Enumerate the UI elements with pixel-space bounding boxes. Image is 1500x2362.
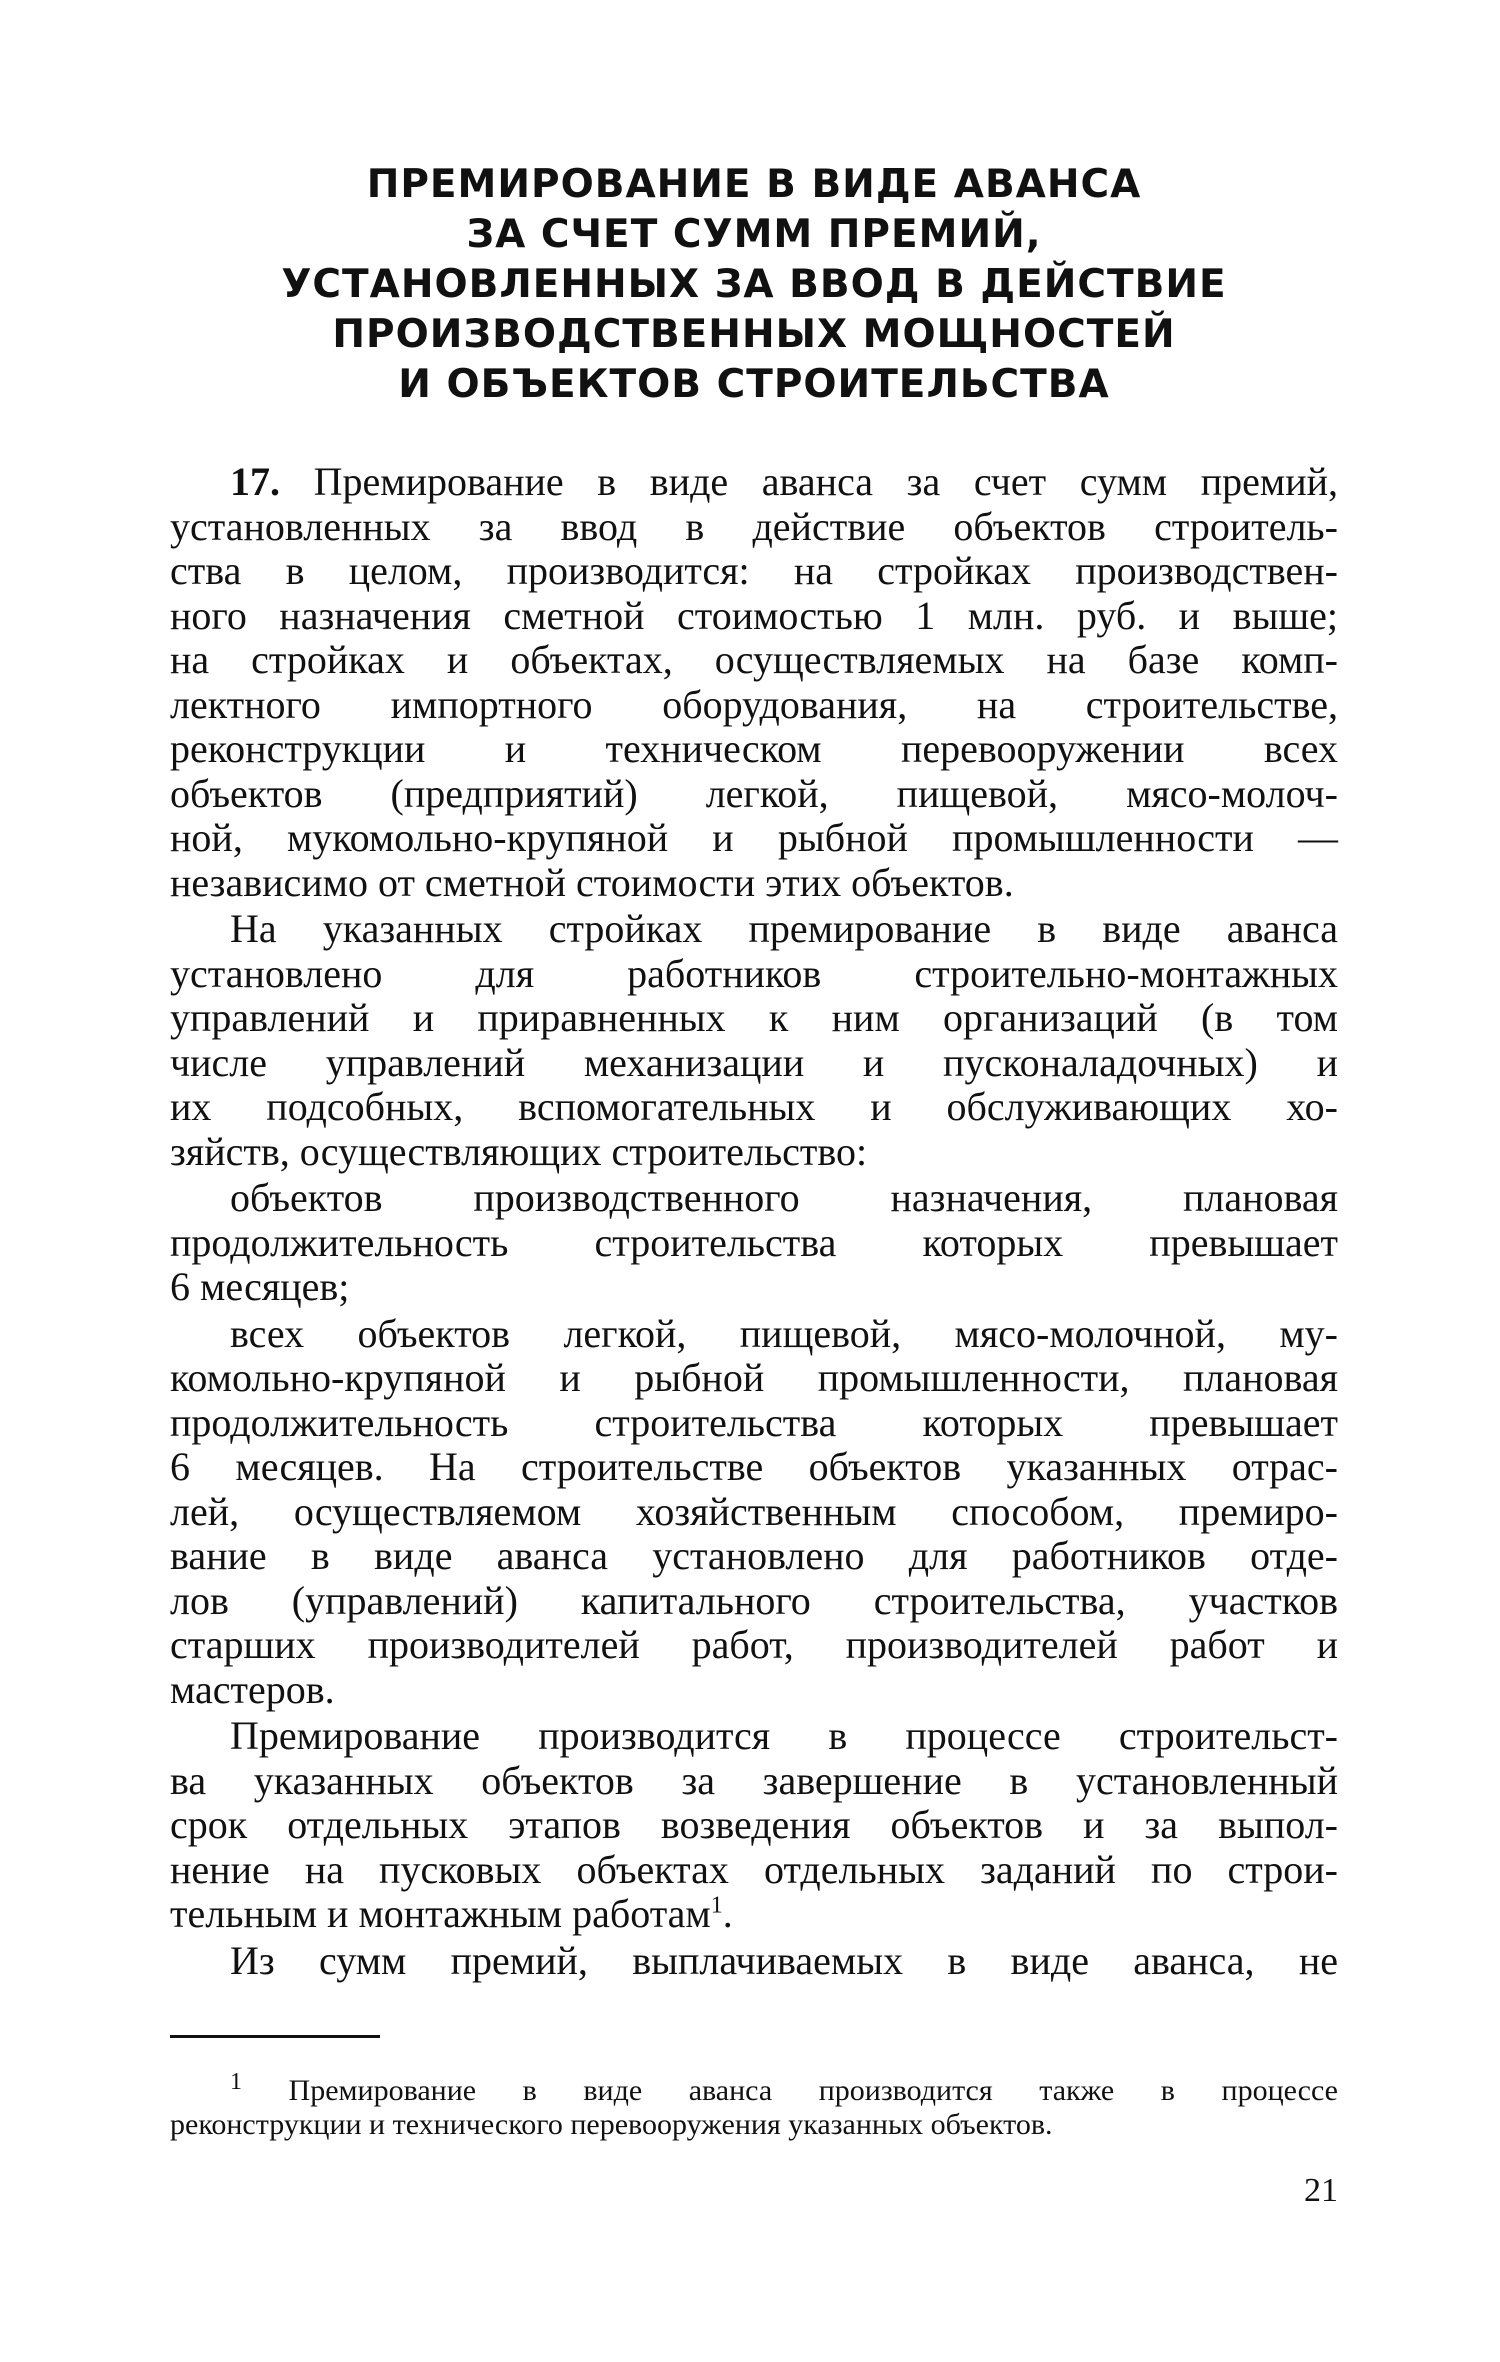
paragraph xyxy=(170,1176,1338,1310)
text-line: всех объектов легкой, пищевой, мясо-молочной, му- xyxy=(230,1310,1338,1356)
footnote-divider xyxy=(170,2035,380,2038)
text-line: управлений и приравненных к ним организаций (в том xyxy=(170,995,1338,1040)
text-line: нение на пусковых объектах отдельных заданий по строи- xyxy=(170,1846,1338,1892)
text-line: 6 месяцев; xyxy=(170,1264,350,1309)
text-line: лей, осуществляемом хозяйственным способом, премиро- xyxy=(170,1488,1338,1534)
footnote-line: реконструкции и технического перевооружения указанных объектов. xyxy=(170,2108,1053,2141)
text-line: числе управлений механизации и пусконаладочных) и xyxy=(170,1039,1338,1085)
text-fragment: Премирование в виде аванса производится также в процессе xyxy=(242,2074,1338,2107)
text-line: лов (управлений) капитального строительства, участков xyxy=(170,1577,1338,1623)
text-line: мастеров. xyxy=(170,1666,335,1712)
body-text xyxy=(170,460,1338,1983)
text-line xyxy=(170,460,1338,505)
text-line: ва указанных объектов за завершение в установленный xyxy=(170,1757,1338,1803)
title-line: УСТАНОВЛЕННЫХ ЗА ВВОД В ДЕЙСТВИЕ xyxy=(281,262,1227,307)
text-line: 6 месяцев. На строительстве объектов указанных отрас- xyxy=(170,1444,1338,1489)
text-line: Премирование производится в процессе строительст- xyxy=(230,1713,1338,1758)
text-line: На указанных стройках премирование в виде аванса xyxy=(230,906,1338,951)
text-line: ной, мукомольно-крупяной и рыбной промышленности — xyxy=(170,815,1338,860)
text-line xyxy=(170,1892,1338,1937)
page xyxy=(170,160,1338,2142)
text-line: комольно-крупяной и рыбной промышленности, плановая xyxy=(170,1355,1338,1400)
paragraph xyxy=(170,1312,1338,1713)
text-line: ного назначения сметной стоимостью 1 млн. руб. и выше; xyxy=(170,592,1338,638)
item-number: 17. xyxy=(230,459,280,504)
text-line: на стройках и объектах, осуществляемых на базе комп- xyxy=(170,637,1338,682)
paragraph xyxy=(170,907,1338,1174)
footnote-reference[interactable]: 1 xyxy=(710,1892,723,1919)
text-line: Из сумм премий, выплачиваемых в виде аванса, не xyxy=(230,1937,1338,1983)
text-line: срок отдельных этапов возведения объектов и за выпол- xyxy=(170,1802,1338,1847)
text-line: их подсобных, вспомогательных и обслуживающих хо- xyxy=(170,1084,1338,1129)
paragraph xyxy=(170,1714,1338,1937)
text-line: ства в целом, производится: на стройках производствен- xyxy=(170,548,1338,593)
text-fragment: Премирование в виде аванса за счет сумм премий, xyxy=(280,459,1338,504)
title-line: ЗА СЧЕТ СУММ ПРЕМИЙ, xyxy=(466,212,1042,257)
text-fragment: тельным и монтажным работам xyxy=(170,1891,711,1936)
text-line: установленных за ввод в действие объектов строитель- xyxy=(170,503,1338,549)
text-line: независимо от сметной стоимости этих объектов. xyxy=(170,859,1014,905)
text-line: старших производителей работ, производителей работ и xyxy=(170,1622,1338,1667)
paragraph xyxy=(170,1939,1338,1984)
text-line: объектов производственного назначения, плановая xyxy=(230,1175,1338,1220)
footnote xyxy=(170,2069,1338,2142)
section-title xyxy=(170,160,1338,410)
text-line: продолжительность строительства которых превышает xyxy=(170,1219,1338,1265)
text-line: установлено для работников строительно-монтажных xyxy=(170,950,1338,996)
title-line: И ОБЪЕКТОВ СТРОИТЕЛЬСТВА xyxy=(398,362,1110,407)
text-line: продолжительность строительства которых превышает xyxy=(170,1399,1338,1445)
text-line: вание в виде аванса установлено для работников отде- xyxy=(170,1533,1338,1578)
paragraph-17 xyxy=(170,460,1338,905)
footnote-line xyxy=(170,2069,1338,2108)
text-line: объектов (предприятий) легкой, пищевой, мясо-молоч- xyxy=(170,770,1338,816)
title-line: ПРОИЗВОДСТВЕННЫХ МОЩНОСТЕЙ xyxy=(332,312,1176,357)
text-line: зяйств, осуществляющих строительство: xyxy=(170,1128,868,1174)
page-number: 21 xyxy=(1304,2172,1338,2209)
text-line: реконструкции и техническом перевооружении всех xyxy=(170,726,1338,771)
title-line: ПРЕМИРОВАНИЕ В ВИДЕ АВАНСА xyxy=(366,162,1142,207)
text-line: лектного импортного оборудования, на строительстве, xyxy=(170,681,1338,727)
text-fragment: . xyxy=(722,1891,733,1936)
footnote-marker: 1 xyxy=(230,2069,242,2095)
